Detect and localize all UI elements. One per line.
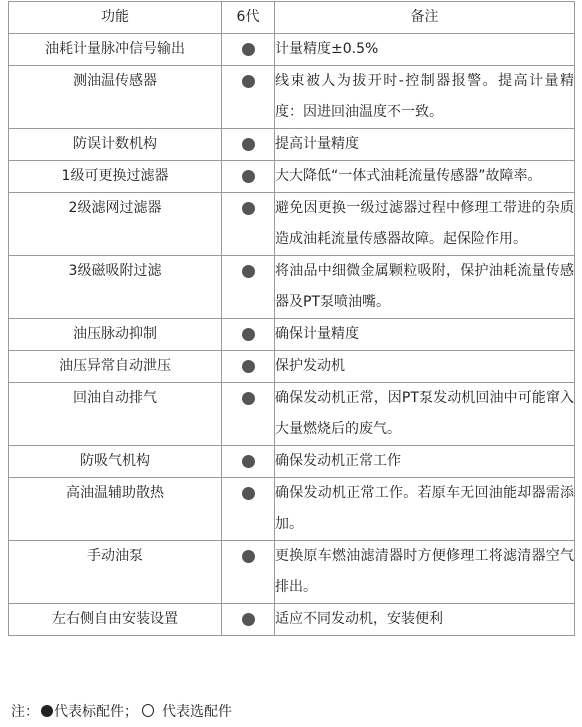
filled-circle-icon [242,75,255,88]
remark-cell: 将油品中细微金属颗粒吸附，保护油耗流量传感器及PT泵喷油嘴。 [275,256,575,319]
feature-name-cell: 3级磁吸附过滤 [9,256,222,319]
gen6-mark-cell [222,319,275,351]
table-row [9,478,575,541]
footnote-prefix: 注： [11,704,39,720]
table-row [9,383,575,446]
table-row [9,319,575,351]
gen6-mark-cell [222,161,275,193]
gen6-mark-cell [222,383,275,446]
table-row [9,446,575,478]
feature-name-cell: 回油自动排气 [9,383,222,446]
gen6-mark-cell [222,604,275,636]
header-function: 功能 [9,2,222,34]
filled-circle-icon [242,455,255,468]
gen6-mark-cell [222,66,275,129]
filled-circle-icon [242,43,255,56]
footnote [11,701,232,723]
filled-circle-icon [41,705,53,717]
gen6-mark-cell [222,34,275,66]
gen6-mark-cell [222,129,275,161]
table-row [9,34,575,66]
remark-cell: 提高计量精度 [275,129,575,161]
gen6-mark-cell [222,256,275,319]
gen6-mark-cell [222,446,275,478]
open-circle-icon [142,704,154,717]
table-row [9,351,575,383]
remark-cell: 确保发动机正常，因PT泵发动机回油中可能窜入大量燃烧后的废气。 [275,383,575,446]
gen6-mark-cell [222,541,275,604]
feature-name-cell: 高油温辅助散热 [9,478,222,541]
table-row [9,541,575,604]
table-row [9,66,575,129]
remark-cell: 适应不同发动机，安装便利 [275,604,575,636]
table-row [9,193,575,256]
filled-circle-icon [242,487,255,500]
remark-cell: 更换原车燃油滤清器时方便修理工将滤清器空气排出。 [275,541,575,604]
remark-cell: 确保发动机正常工作 [275,446,575,478]
table-row [9,161,575,193]
gen6-mark-cell [222,478,275,541]
feature-table [8,1,575,636]
feature-name-cell: 防误计数机构 [9,129,222,161]
header-remark: 备注 [275,2,575,34]
feature-name-cell: 手动油泵 [9,541,222,604]
remark-cell: 确保发动机正常工作。若原车无回油能却器需添加。 [275,478,575,541]
footnote-optional-label: 代表选配件 [162,704,232,720]
filled-circle-icon [242,170,255,183]
filled-circle-icon [242,613,255,626]
header-gen6: 6代 [222,2,275,34]
remark-cell: 大大降低“一体式油耗流量传感器”故障率。 [275,161,575,193]
table-row [9,604,575,636]
gen6-mark-cell [222,351,275,383]
filled-circle-icon [242,265,255,278]
remark-cell: 避免因更换一级过滤器过程中修理工带进的杂质造成油耗流量传感器故障。起保险作用。 [275,193,575,256]
feature-name-cell: 2级滤网过滤器 [9,193,222,256]
feature-name-cell: 1级可更换过滤器 [9,161,222,193]
feature-name-cell: 左右侧自由安装设置 [9,604,222,636]
filled-circle-icon [242,138,255,151]
table-row [9,129,575,161]
filled-circle-icon [242,202,255,215]
filled-circle-icon [242,328,255,341]
filled-circle-icon [242,550,255,563]
feature-name-cell: 油压异常自动泄压 [9,351,222,383]
table-row [9,256,575,319]
remark-cell: 保护发动机 [275,351,575,383]
remark-cell: 线束被人为拔开时-控制器报警。提高计量精度：因进回油温度不一致。 [275,66,575,129]
feature-name-cell: 防吸气机构 [9,446,222,478]
filled-circle-icon [242,392,255,405]
remark-cell: 计量精度±0.5% [275,34,575,66]
table-header-row [9,2,575,34]
feature-name-cell: 油压脉动抑制 [9,319,222,351]
gen6-mark-cell [222,193,275,256]
feature-name-cell: 油耗计量脉冲信号输出 [9,34,222,66]
table-body [9,34,575,636]
filled-circle-icon [242,360,255,373]
footnote-standard-label: 代表标配件； [54,704,138,720]
feature-name-cell: 测油温传感器 [9,66,222,129]
remark-cell: 确保计量精度 [275,319,575,351]
